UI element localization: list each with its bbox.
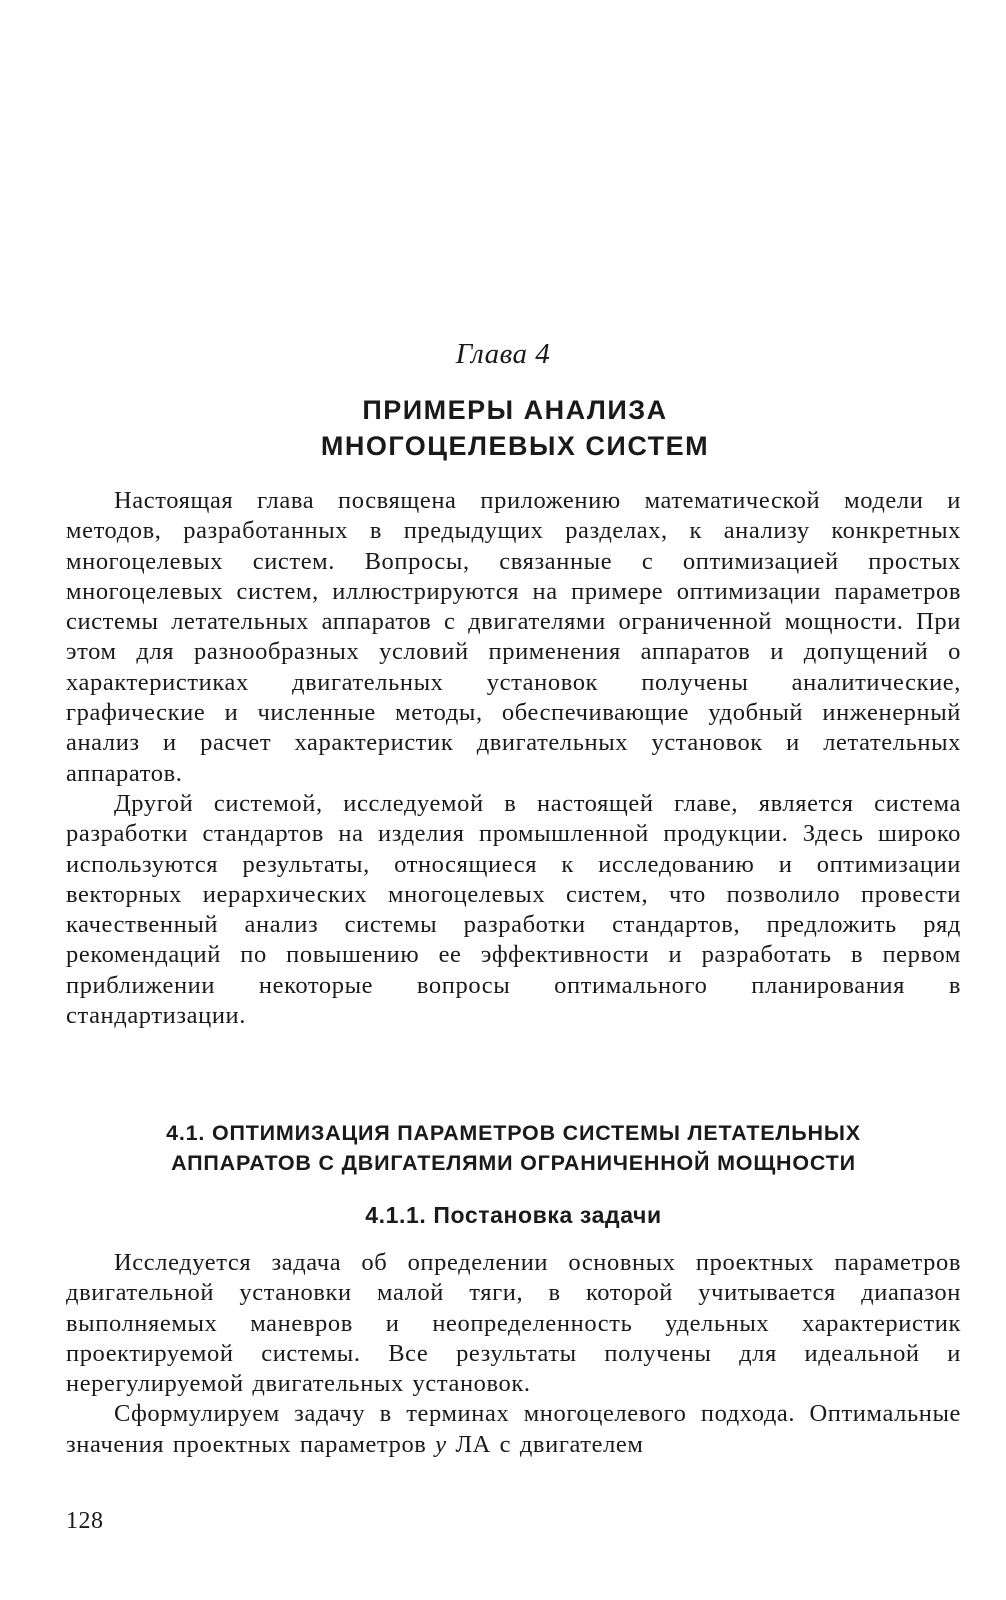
task-paragraph-2-lead: Сформулируем задачу в терминах многоцелевого подхода. bbox=[114, 1400, 796, 1428]
intro-paragraph-2: Другой системой, исследуемой в настоящей главе, является система разработки стандартов на изделия промышленной продукции. Здесь широко используются результаты, относящиеся к исследованию и оптимизации векторных иерархических многоцелевых систем, что позволило провести качественный анализ системы разработки стандартов, предложить ряд рекомендаций по повышению ее эффективности и разработать в первом приближении некоторые вопросы оптимального планирования в стандартизации. bbox=[66, 789, 961, 1030]
task-paragraph-2 bbox=[66, 1399, 961, 1460]
page-number: 128 bbox=[66, 1508, 104, 1534]
subsection-title: 4.1.1. Постановка задачи bbox=[365, 1202, 662, 1228]
section-body bbox=[66, 1248, 961, 1460]
chapter-title-line-2: МНОГОЦЕЛЕВЫХ СИСТЕМ bbox=[320, 431, 710, 461]
chapter-title bbox=[0, 392, 1006, 464]
task-paragraph-1: Исследуется задача об определении основных проектных параметров двигательной установки малой тяги, в которой учитывается диапазон выполняемых маневров и неопределенность удельных характеристик проектируемой системы. Все результаты получены для идеальной и нерегулируемой двигательных установок. bbox=[66, 1249, 961, 1398]
intro-paragraph-1: Настоящая глава посвящена приложению математической модели и методов, разработанных в предыдущих разделах, к анализу конкретных многоцелевых систем. Вопросы, связанные с оптимизацией простых многоцелевых систем, иллюстрируются на примере оптимизации параметров системы летательных аппаратов с двигателями ограниченной мощности. При этом для разнообразных условий применения аппаратов и допущений о характеристиках двигательных установок получены аналитические, графические и численные методы, обеспечивающие удобный инженерный анализ и расчет характеристик двигательных установок и летательных аппаратов. bbox=[66, 487, 961, 787]
task-paragraph-2-text: Оптимальные значения проектных параметров bbox=[66, 1400, 961, 1458]
chapter-title-line-1: ПРИМЕРЫ АНАЛИЗА bbox=[362, 395, 668, 425]
section-title-line-2: АППАРАТОВ С ДВИГАТЕЛЯМИ ОГРАНИЧЕННОЙ МОЩНОСТИ bbox=[171, 1151, 856, 1175]
task-paragraph-2-tail: ЛА с двигателем bbox=[455, 1430, 644, 1458]
section-title bbox=[66, 1118, 961, 1178]
section-title-line-1: 4.1. ОПТИМИЗАЦИЯ ПАРАМЕТРОВ СИСТЕМЫ ЛЕТАТЕЛЬНЫХ bbox=[166, 1121, 861, 1145]
symbol-y: y bbox=[435, 1430, 447, 1458]
chapter-intro bbox=[66, 486, 961, 1031]
chapter-label: Глава 4 bbox=[455, 338, 551, 370]
